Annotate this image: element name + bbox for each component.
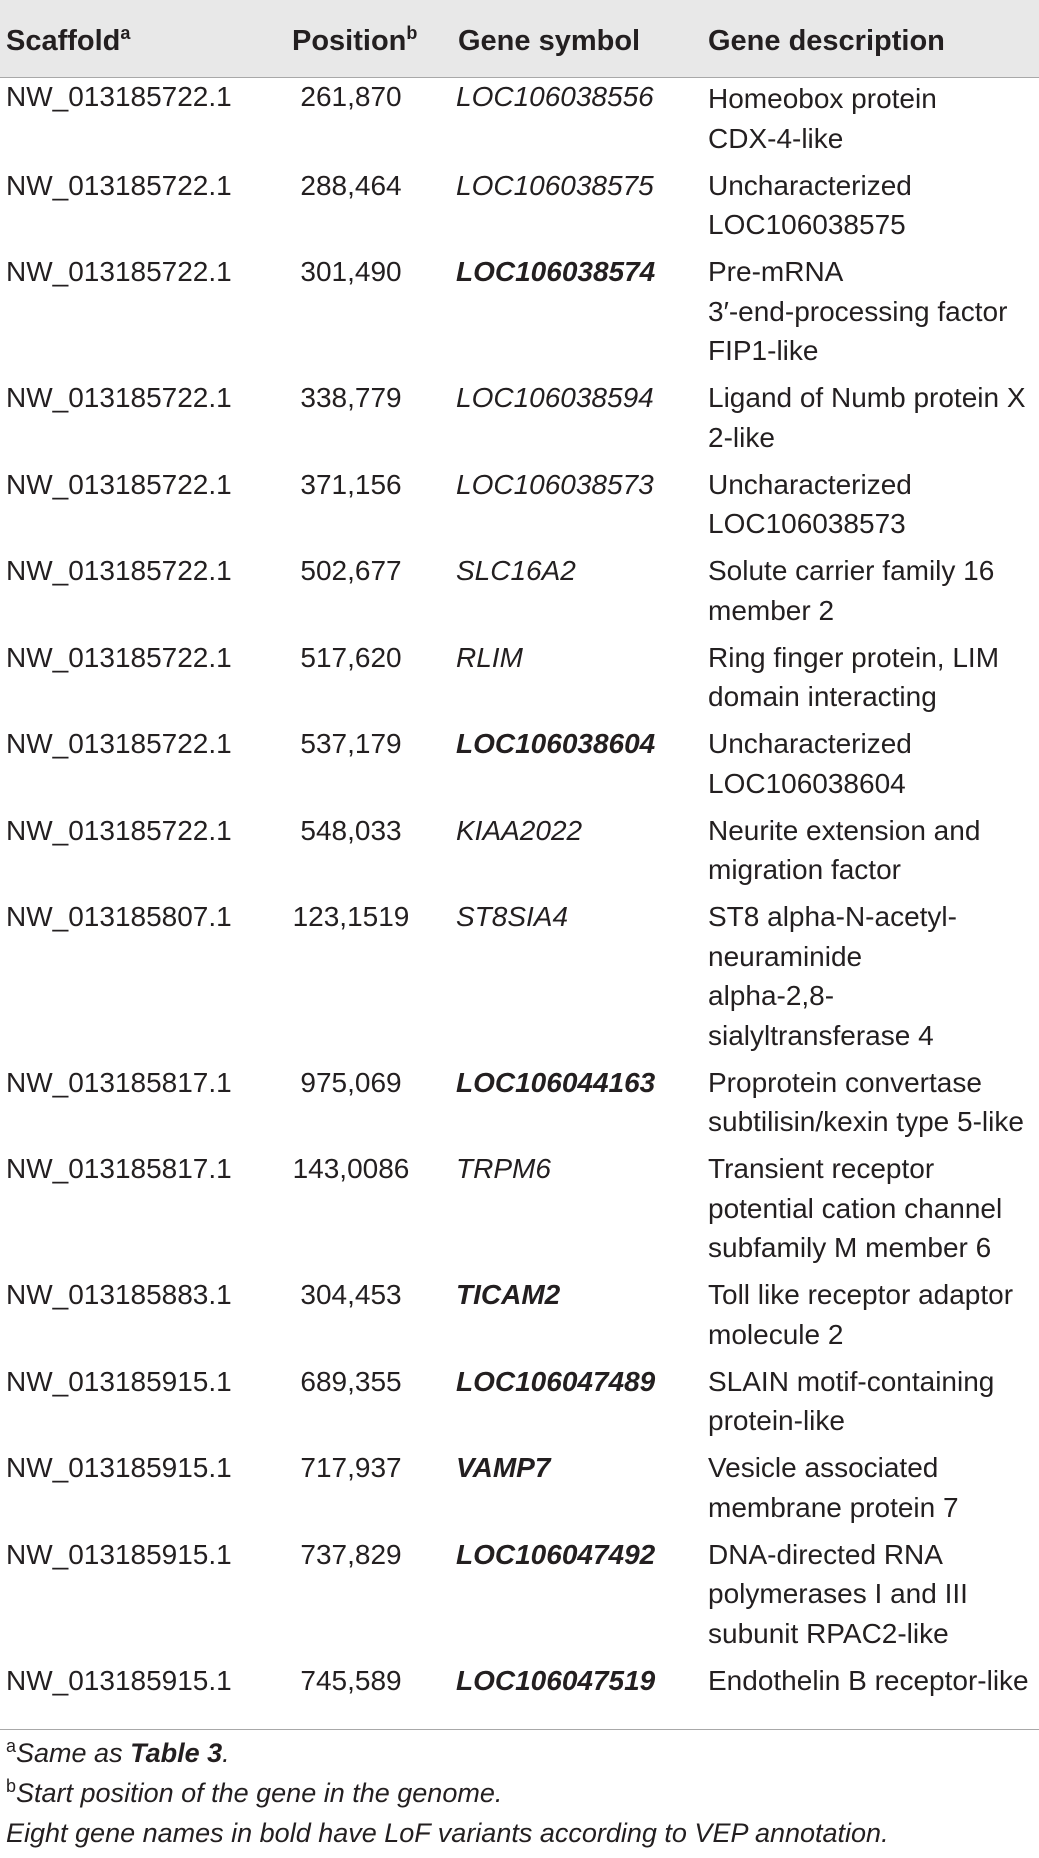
cell-position: 548,033 (300, 814, 402, 846)
header-scaffold-label: Scaffold (6, 25, 121, 57)
description-line: Uncharacterized (708, 169, 912, 201)
table-header (0, 0, 1039, 78)
cell-gene-description (708, 724, 1033, 803)
cell-position: 502,677 (300, 555, 402, 586)
cell-gene-symbol: LOC106038594 (456, 382, 654, 413)
description-line: Uncharacterized (708, 728, 912, 759)
table-row (0, 252, 1039, 371)
cell-gene-symbol: TICAM2 (456, 1279, 561, 1310)
description-line: LOC106038573 (708, 508, 906, 539)
header-position-label: Position (292, 25, 407, 57)
description-line: member 2 (708, 594, 835, 626)
footnote-a-end: . (222, 1738, 230, 1768)
cell-position: 717,937 (300, 1452, 402, 1483)
description-line: subunit RPAC2-like (708, 1617, 949, 1649)
description-line: DNA-directed RNA (708, 1538, 943, 1570)
cell-gene-description (708, 1448, 1033, 1527)
table-row (0, 166, 1039, 245)
description-line: Proprotein convertase (708, 1066, 982, 1098)
cell-gene-symbol: KIAA2022 (456, 814, 583, 846)
description-line: CDX-4-like (708, 122, 844, 154)
description-line: alpha-2,8- (708, 980, 835, 1011)
table-row (0, 77, 1039, 158)
description-line: protein-like (708, 1405, 845, 1436)
cell-gene-symbol: RLIM (456, 641, 523, 673)
cell-position: 745,589 (300, 1664, 402, 1696)
cell-gene-description (708, 465, 1033, 544)
description-line: Ring finger protein, LIM (708, 641, 1000, 673)
cell-gene-description (708, 638, 1033, 717)
description-line: neuraminide (708, 940, 863, 972)
description-line: Toll like receptor adaptor (708, 1279, 1014, 1310)
cell-scaffold: NW_013185883.1 (6, 1279, 232, 1310)
cell-scaffold: NW_013185817.1 (6, 1153, 232, 1184)
description-line: Pre-mRNA (708, 256, 844, 287)
cell-position: 689,355 (300, 1365, 402, 1397)
cell-scaffold: NW_013185722.1 (6, 814, 232, 846)
table-row (0, 1275, 1039, 1354)
cell-scaffold: NW_013185722.1 (6, 169, 232, 201)
cell-scaffold: NW_013185915.1 (6, 1538, 232, 1570)
cell-gene-symbol: LOC106044163 (456, 1066, 656, 1098)
cell-gene-symbol: TRPM6 (456, 1153, 551, 1184)
cell-position: 288,464 (300, 169, 402, 201)
cell-position: 261,870 (300, 81, 402, 112)
cell-gene-description (708, 79, 1033, 158)
cell-gene-description (708, 811, 1033, 890)
table-bottom-rule (0, 1729, 1039, 1730)
cell-scaffold: NW_013185722.1 (6, 555, 232, 586)
table-row (0, 1535, 1039, 1654)
description-line: subfamily M member 6 (708, 1232, 992, 1263)
footnote-c: Eight gene names in bold have LoF variants according to VEP annotation. (6, 1818, 889, 1848)
description-line: Homeobox protein (708, 83, 937, 114)
cell-position: 537,179 (300, 728, 402, 759)
cell-position: 737,829 (300, 1538, 402, 1570)
description-line: Solute carrier family 16 (708, 555, 995, 586)
header-scaffold (6, 0, 130, 77)
cell-gene-description (708, 1149, 1033, 1268)
header-gene-description: Gene description (708, 25, 945, 57)
description-line: membrane protein 7 (708, 1491, 959, 1523)
description-line: polymerases I and III (708, 1578, 968, 1609)
table-row (0, 551, 1039, 630)
cell-scaffold: NW_013185722.1 (6, 468, 232, 500)
footnote-b-text: Start position of the gene in the genome. (16, 1778, 503, 1808)
cell-gene-description (708, 897, 1033, 1055)
description-line: Uncharacterized (708, 468, 912, 500)
cell-scaffold: NW_013185915.1 (6, 1365, 232, 1397)
footnote-a (6, 1735, 889, 1775)
cell-gene-symbol: LOC106047489 (456, 1365, 656, 1397)
description-line: 3′-end-processing factor (708, 295, 1008, 327)
cell-position: 371,156 (300, 468, 402, 500)
cell-position: 123,1519 (292, 901, 410, 932)
cell-gene-description (708, 378, 1033, 457)
table-row (0, 1063, 1039, 1142)
cell-scaffold: NW_013185817.1 (6, 1066, 232, 1098)
description-line: subtilisin/kexin type 5-like (708, 1106, 1024, 1137)
cell-gene-symbol: LOC106038573 (456, 468, 654, 500)
table-row (0, 465, 1039, 544)
cell-gene-description (708, 252, 1033, 371)
description-line: Transient receptor (708, 1153, 935, 1184)
cell-gene-description (708, 1275, 1033, 1354)
table-row (0, 897, 1039, 1055)
cell-position: 143,0086 (292, 1153, 410, 1184)
table-row (0, 1448, 1039, 1527)
table-row (0, 1149, 1039, 1268)
cell-scaffold: NW_013185722.1 (6, 81, 232, 112)
table-row (0, 638, 1039, 717)
footnote-a-table-ref: Table 3 (130, 1738, 223, 1768)
cell-scaffold: NW_013185722.1 (6, 256, 232, 287)
header-gene-symbol: Gene symbol (458, 25, 641, 57)
cell-gene-symbol: LOC106047519 (456, 1664, 656, 1696)
cell-gene-description (708, 551, 1033, 630)
description-line: Vesicle associated (708, 1452, 939, 1483)
description-line: ST8 alpha-N-acetyl- (708, 901, 957, 932)
table-row (0, 811, 1039, 890)
description-line: LOC106038604 (708, 767, 906, 799)
description-line: Neurite extension and (708, 814, 981, 846)
description-line: molecule 2 (708, 1318, 844, 1350)
cell-scaffold: NW_013185722.1 (6, 728, 232, 759)
cell-gene-description (708, 1362, 1033, 1441)
description-line: FIP1-like (708, 335, 819, 366)
cell-gene-description (708, 1063, 1033, 1142)
cell-gene-symbol: LOC106047492 (456, 1538, 656, 1570)
header-scaffold-sup: a (120, 23, 131, 43)
footnote-a-sup: a (6, 1736, 17, 1756)
table-row (0, 1661, 1039, 1701)
cell-gene-symbol: ST8SIA4 (456, 901, 569, 932)
table-footnotes (6, 1735, 889, 1852)
cell-position: 304,453 (300, 1279, 402, 1310)
table-row (0, 724, 1039, 803)
footnote-b-sup: b (6, 1776, 17, 1796)
cell-position: 975,069 (300, 1066, 402, 1098)
cell-scaffold: NW_013185915.1 (6, 1452, 232, 1483)
cell-scaffold: NW_013185807.1 (6, 901, 232, 932)
cell-scaffold: NW_013185722.1 (6, 641, 232, 673)
table-body (0, 77, 1039, 1700)
description-line: domain interacting (708, 681, 937, 712)
cell-position: 338,779 (300, 382, 402, 413)
description-line: Ligand of Numb protein X (708, 382, 1026, 413)
cell-gene-symbol: LOC106038574 (456, 256, 656, 287)
table-row (0, 378, 1039, 457)
description-line: Endothelin B receptor-like (708, 1664, 1029, 1696)
cell-gene-description (708, 166, 1033, 245)
header-position (292, 0, 417, 77)
cell-scaffold: NW_013185915.1 (6, 1664, 232, 1696)
cell-gene-symbol: LOC106038604 (456, 728, 656, 759)
footnote-a-text: Same as (16, 1738, 131, 1768)
cell-gene-symbol: SLC16A2 (456, 555, 576, 586)
description-line: migration factor (708, 854, 901, 885)
footnote-b (6, 1775, 889, 1815)
description-line: SLAIN motif-containing (708, 1365, 995, 1397)
cell-position: 301,490 (300, 256, 402, 287)
description-line: potential cation channel (708, 1192, 1003, 1224)
cell-gene-symbol: VAMP7 (456, 1452, 551, 1483)
cell-position: 517,620 (300, 641, 402, 673)
cell-gene-symbol: LOC106038556 (456, 81, 654, 112)
description-line: sialyltransferase 4 (708, 1019, 934, 1051)
description-line: LOC106038575 (708, 209, 906, 240)
cell-scaffold: NW_013185722.1 (6, 382, 232, 413)
table-row (0, 1362, 1039, 1441)
header-position-sup: b (406, 23, 418, 43)
cell-gene-description (708, 1535, 1033, 1654)
cell-gene-symbol: LOC106038575 (456, 169, 654, 201)
cell-gene-description (708, 1661, 1033, 1701)
description-line: 2-like (708, 421, 775, 453)
